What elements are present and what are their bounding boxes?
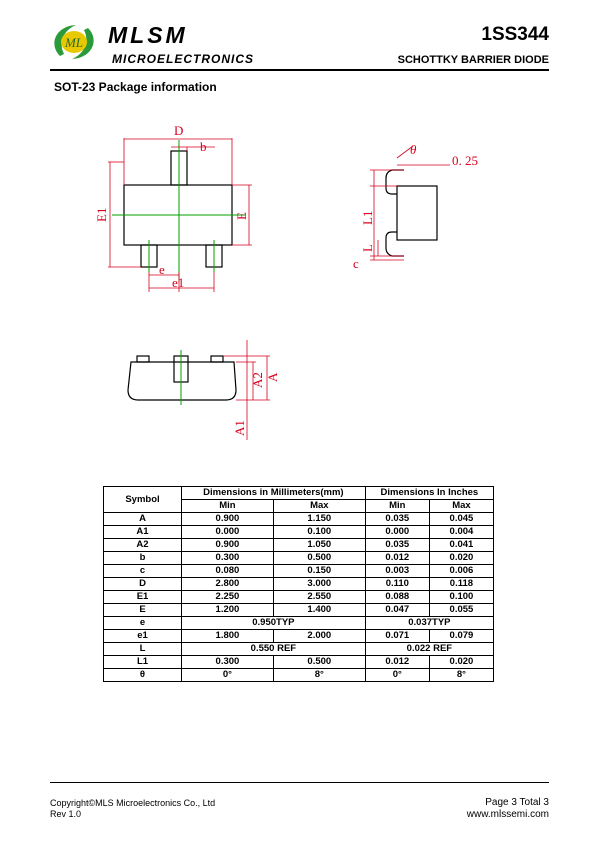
top-view	[124, 151, 232, 267]
table-cell: 0.088	[365, 591, 429, 604]
brand-name: MLSM	[108, 22, 188, 48]
dim-label-E1: E1	[94, 207, 109, 222]
table-cell: 0.047	[365, 604, 429, 617]
table-cell: 2.250	[182, 591, 274, 604]
table-cell: 2.800	[182, 578, 274, 591]
table-cell: 0.071	[365, 630, 429, 643]
table-cell: 0.012	[365, 552, 429, 565]
table-cell: 0.900	[182, 513, 274, 526]
table-cell: e	[104, 617, 182, 630]
table-row	[104, 513, 494, 526]
dim-label-A1: A1	[232, 420, 247, 436]
table-cell: 1.400	[273, 604, 365, 617]
dim-label-b: b	[200, 139, 207, 154]
table-row	[104, 669, 494, 682]
section-title: SOT-23 Package information	[54, 80, 217, 94]
symbol-header: Symbol	[104, 487, 182, 513]
dim-label-D: D	[174, 123, 184, 138]
table-cell: 0.004	[429, 526, 493, 539]
table-cell: A1	[104, 526, 182, 539]
table-cell: 0.055	[429, 604, 493, 617]
page-number: Page 3 Total 3	[485, 797, 549, 808]
revision: Rev 1.0	[50, 809, 82, 819]
table-cell: 0.110	[365, 578, 429, 591]
table-row	[104, 604, 494, 617]
table-row	[104, 565, 494, 578]
table-cell: D	[104, 578, 182, 591]
table-cell: 0°	[182, 669, 274, 682]
dim-label-e1: e1	[172, 275, 185, 290]
dim-label-L1: L1	[360, 210, 375, 225]
inch-max-header: Max	[429, 500, 493, 513]
table-cell: 0.035	[365, 539, 429, 552]
table-cell: 0.022 REF	[365, 643, 493, 656]
table-cell: 0.037TYP	[365, 617, 493, 630]
inch-min-header: Min	[365, 500, 429, 513]
table-cell: 0.900	[182, 539, 274, 552]
table-cell: 0.950TYP	[182, 617, 366, 630]
inch-header: Dimensions In Inches	[365, 487, 493, 500]
dim-label-A: A	[265, 372, 280, 382]
table-cell: 1.150	[273, 513, 365, 526]
table-cell: E	[104, 604, 182, 617]
table-cell: A	[104, 513, 182, 526]
table-cell: c	[104, 565, 182, 578]
dimensions-table	[103, 486, 494, 682]
table-cell: 0.100	[429, 591, 493, 604]
table-cell: 0.006	[429, 565, 493, 578]
dim-label-E: E	[234, 212, 249, 220]
footer-rule	[50, 782, 549, 783]
dim-label-L: L	[360, 244, 375, 252]
part-description: SCHOTTKY BARRIER DIODE	[397, 54, 549, 66]
mm-min-header: Min	[182, 500, 274, 513]
table-cell: 0.020	[429, 552, 493, 565]
table-cell: 0.012	[365, 656, 429, 669]
table-cell: 2.550	[273, 591, 365, 604]
table-cell: θ	[104, 669, 182, 682]
side-view	[386, 170, 437, 256]
table-cell: 0.118	[429, 578, 493, 591]
logo-text: ML	[64, 35, 84, 50]
table-row	[104, 656, 494, 669]
table-cell: 8°	[429, 669, 493, 682]
table-cell: e1	[104, 630, 182, 643]
part-number: 1SS344	[481, 24, 549, 45]
mm-max-header: Max	[273, 500, 365, 513]
table-row	[104, 539, 494, 552]
dim-label-c: c	[353, 256, 359, 271]
website-url: www.mlssemi.com	[466, 809, 549, 820]
table-cell: 1.050	[273, 539, 365, 552]
dim-label-A2: A2	[250, 372, 265, 388]
side-view-dims	[370, 146, 450, 260]
table-cell: 0.100	[273, 526, 365, 539]
mm-header: Dimensions in Millimeters(mm)	[182, 487, 366, 500]
table-row	[104, 591, 494, 604]
table-cell: L1	[104, 656, 182, 669]
table-cell: 0.300	[182, 552, 274, 565]
dim-label-theta: θ	[410, 142, 417, 157]
table-cell: 1.800	[182, 630, 274, 643]
table-row	[104, 578, 494, 591]
table-cell: 0.003	[365, 565, 429, 578]
table-cell: 8°	[273, 669, 365, 682]
table-cell: 0.079	[429, 630, 493, 643]
top-view-centerlines	[112, 140, 246, 282]
dim-label-e: e	[159, 262, 165, 277]
table-cell: L	[104, 643, 182, 656]
table-cell: E1	[104, 591, 182, 604]
table-cell: 0.500	[273, 656, 365, 669]
table-row	[104, 526, 494, 539]
table-cell: 0°	[365, 669, 429, 682]
table-cell: 3.000	[273, 578, 365, 591]
table-cell: 0.500	[273, 552, 365, 565]
table-header-row	[104, 487, 494, 500]
table-cell: 0.035	[365, 513, 429, 526]
brand-subtitle: MICROELECTRONICS	[112, 52, 254, 66]
copyright: Copyright©MLS Microelectronics Co., Ltd	[50, 798, 216, 808]
table-cell: 0.550 REF	[182, 643, 366, 656]
table-cell: 0.000	[365, 526, 429, 539]
table-row	[104, 617, 494, 630]
table-cell: 0.045	[429, 513, 493, 526]
table-cell: 0.020	[429, 656, 493, 669]
table-cell: 0.300	[182, 656, 274, 669]
table-cell: 0.150	[273, 565, 365, 578]
table-cell: 0.080	[182, 565, 274, 578]
dim-label-gauge: 0. 25	[452, 153, 478, 168]
table-cell: 0.041	[429, 539, 493, 552]
front-view	[128, 356, 236, 400]
table-cell: b	[104, 552, 182, 565]
table-cell: 1.200	[182, 604, 274, 617]
table-cell: A2	[104, 539, 182, 552]
table-row	[104, 643, 494, 656]
table-cell: 2.000	[273, 630, 365, 643]
table-cell: 0.000	[182, 526, 274, 539]
table-row	[104, 630, 494, 643]
table-row	[104, 552, 494, 565]
